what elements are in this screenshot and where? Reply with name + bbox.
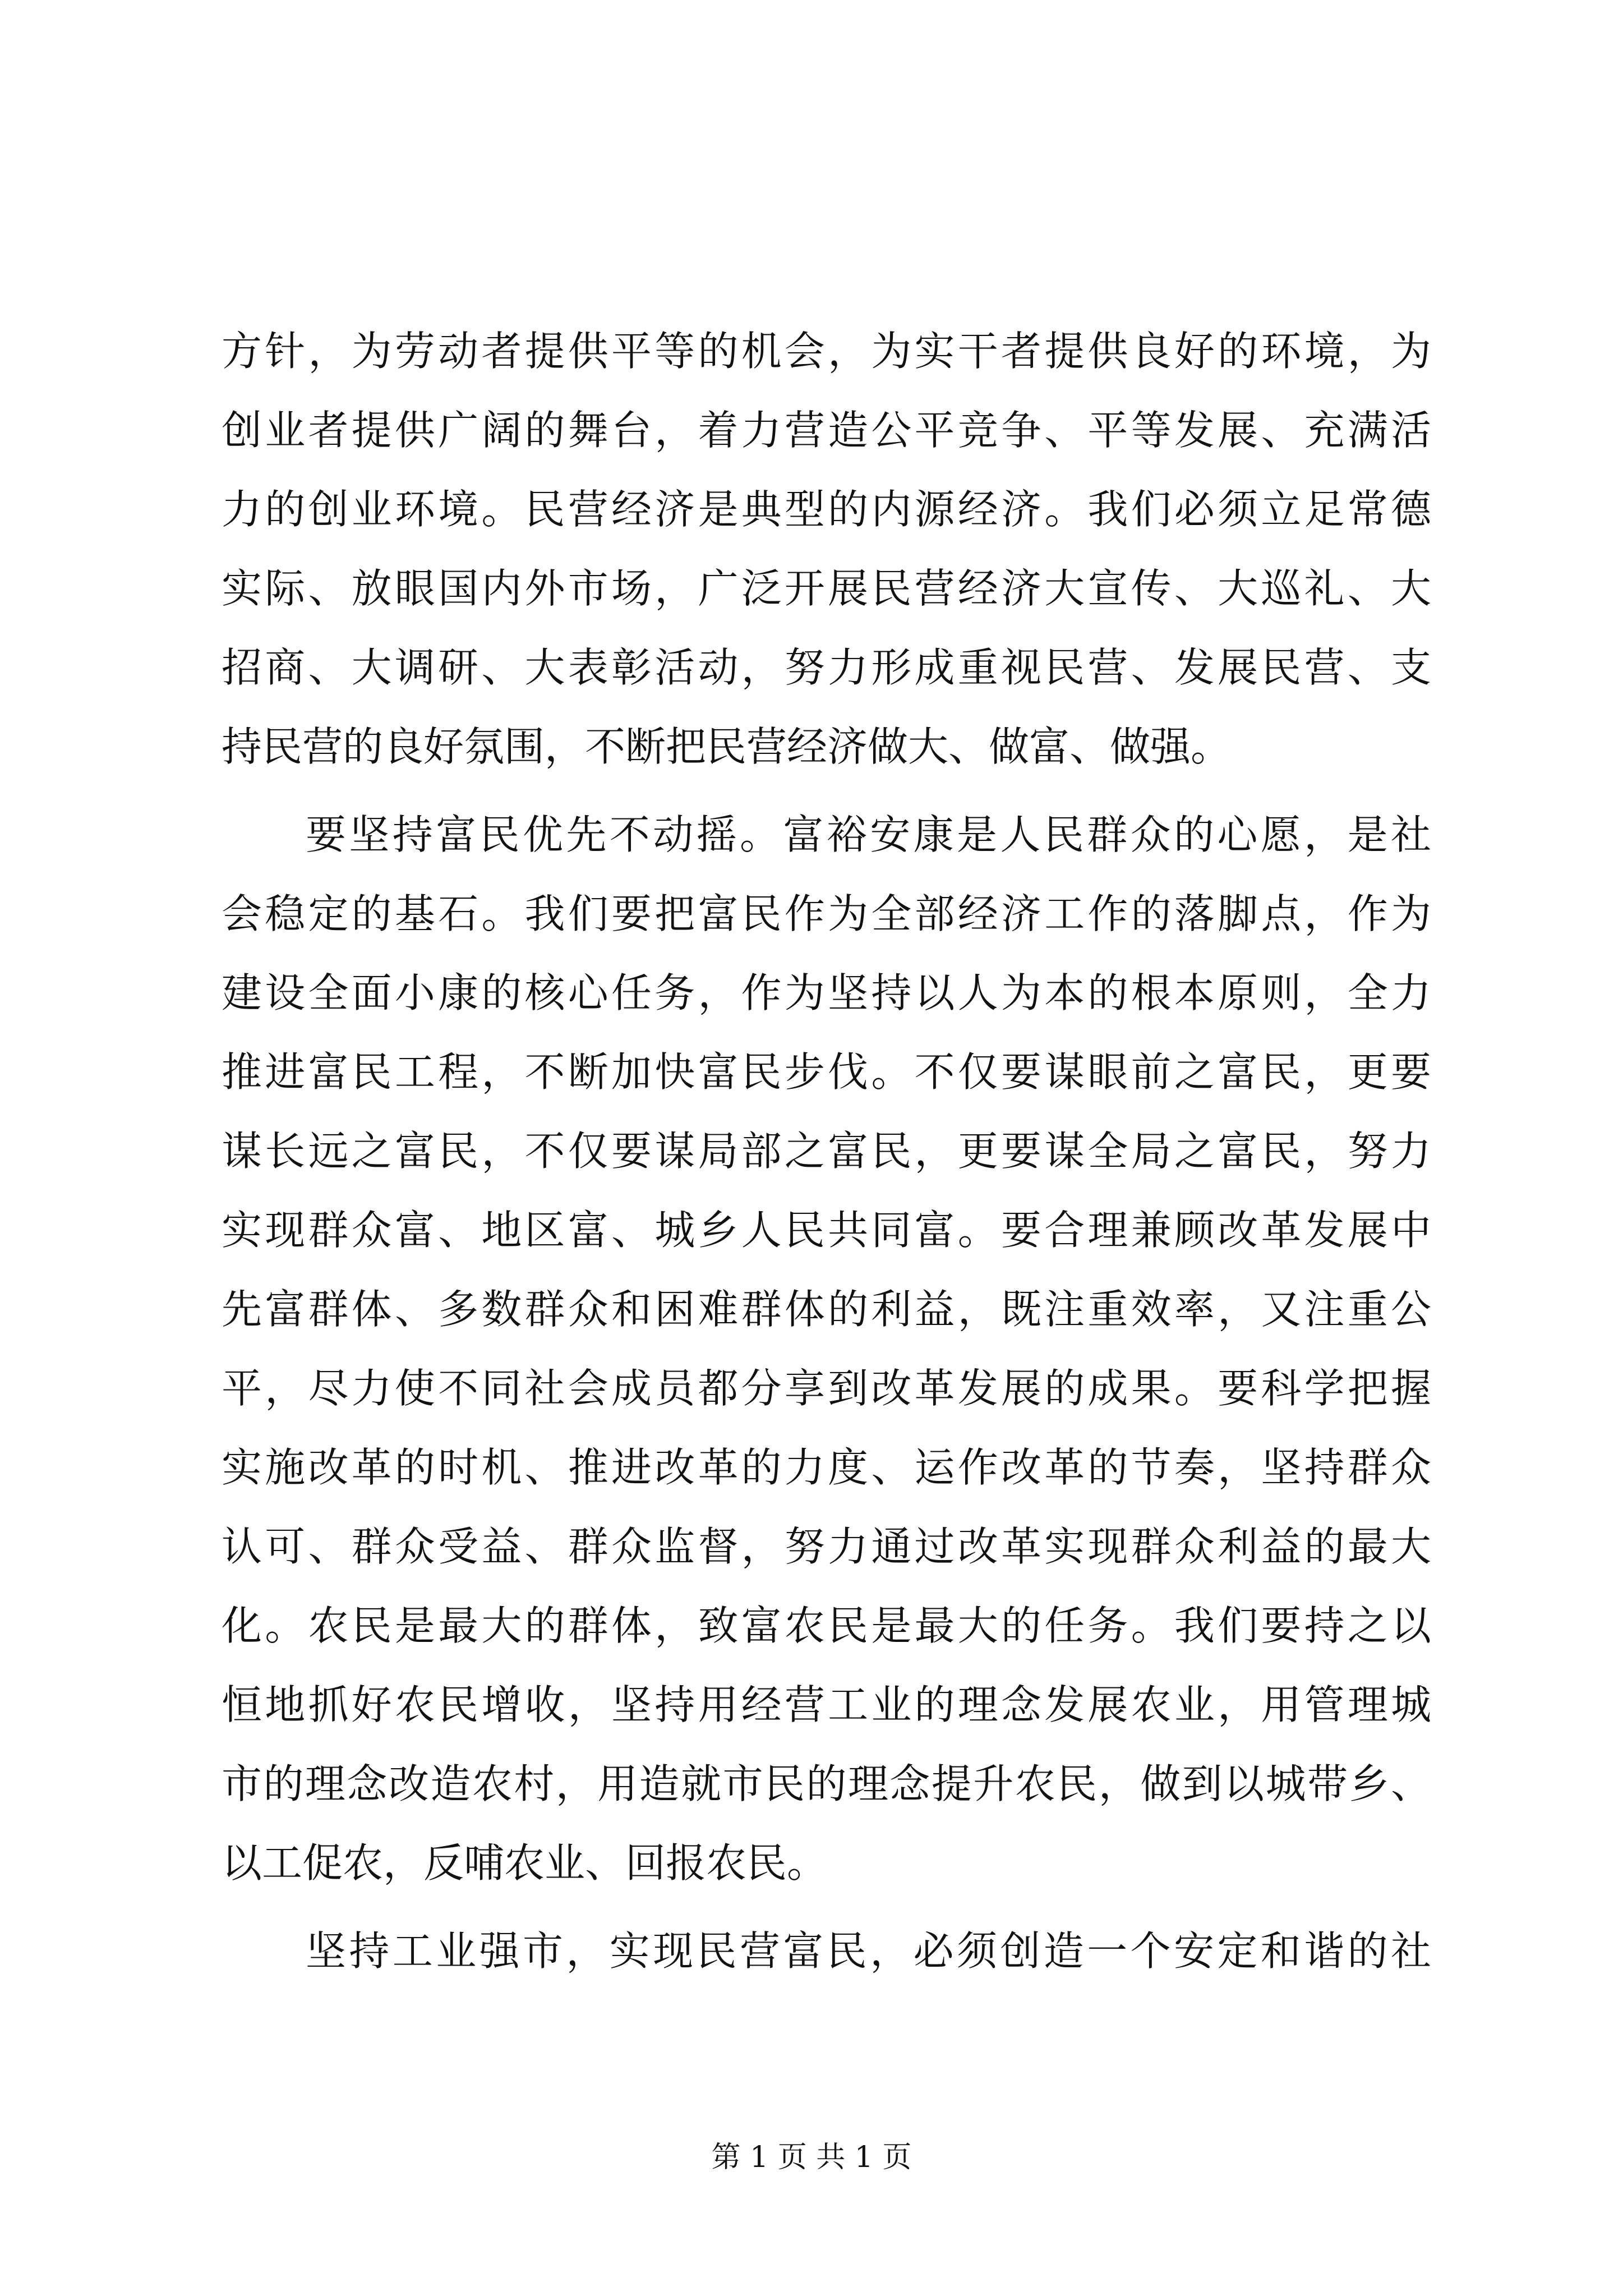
- text-line: 建设全面小康的核心任务，作为坚持以人为本的根本原则，全力: [222, 969, 1431, 1016]
- text-line: 市的理念改造农村，用造就市民的理念提升农民，做到以城带乡、: [222, 1760, 1431, 1807]
- text-line: 招商、大调研、大表彰活动，努力形成重视民营、发展民营、支: [222, 644, 1431, 691]
- paragraph-2: [222, 795, 1431, 1903]
- text-line: 实际、放眼国内外市场，广泛开展民营经济大宣传、大巡礼、大: [222, 565, 1431, 612]
- paragraph-1: [222, 312, 1431, 786]
- text-line: 坚持工业强市，实现民营富民，必须创造一个安定和谐的社: [306, 1927, 1431, 1975]
- text-line: 会稳定的基石。我们要把富民作为全部经济工作的落脚点，作为: [222, 890, 1431, 937]
- text-line: 先富群体、多数群众和困难群体的利益，既注重效率，又注重公: [222, 1286, 1431, 1333]
- page-footer: 第 1 页 共 1 页: [711, 2141, 912, 2174]
- text-line: 实施改革的时机、推进改革的力度、运作改革的节奏，坚持群众: [222, 1444, 1431, 1491]
- text-line: 持民营的良好氛围，不断把民营经济做大、做富、做强。: [222, 723, 1232, 770]
- text-line: 平，尽力使不同社会成员都分享到改革发展的成果。要科学把握: [222, 1365, 1431, 1412]
- paragraph-3: [222, 1912, 1431, 1991]
- text-line: 谋长远之富民，不仅要谋局部之富民，更要谋全局之富民，努力: [222, 1128, 1431, 1175]
- text-line: 实现群众富、地区富、城乡人民共同富。要合理兼顾改革发展中: [222, 1207, 1431, 1254]
- document-body: [222, 312, 1431, 1991]
- text-line: 创业者提供广阔的舞台，着力营造公平竞争、平等发展、充满活: [222, 407, 1431, 454]
- text-line: 认可、群众受益、群众监督，努力通过改革实现群众利益的最大: [222, 1523, 1431, 1570]
- text-line: 要坚持富民优先不动摇。富裕安康是人民群众的心愿，是社: [306, 811, 1431, 858]
- text-line: 推进富民工程，不断加快富民步伐。不仅要谋眼前之富民，更要: [222, 1048, 1431, 1096]
- text-line: 恒地抓好农民增收，坚持用经营工业的理念发展农业，用管理城: [222, 1681, 1431, 1728]
- text-line: 力的创业环境。民营经济是典型的内源经济。我们必须立足常德: [222, 486, 1431, 533]
- text-line: 方针，为劳动者提供平等的机会，为实干者提供良好的环境，为: [222, 328, 1431, 375]
- text-line: 以工促农，反哺农业、回报农民。: [222, 1839, 828, 1887]
- text-line: 化。农民是最大的群体，致富农民是最大的任务。我们要持之以: [222, 1602, 1431, 1649]
